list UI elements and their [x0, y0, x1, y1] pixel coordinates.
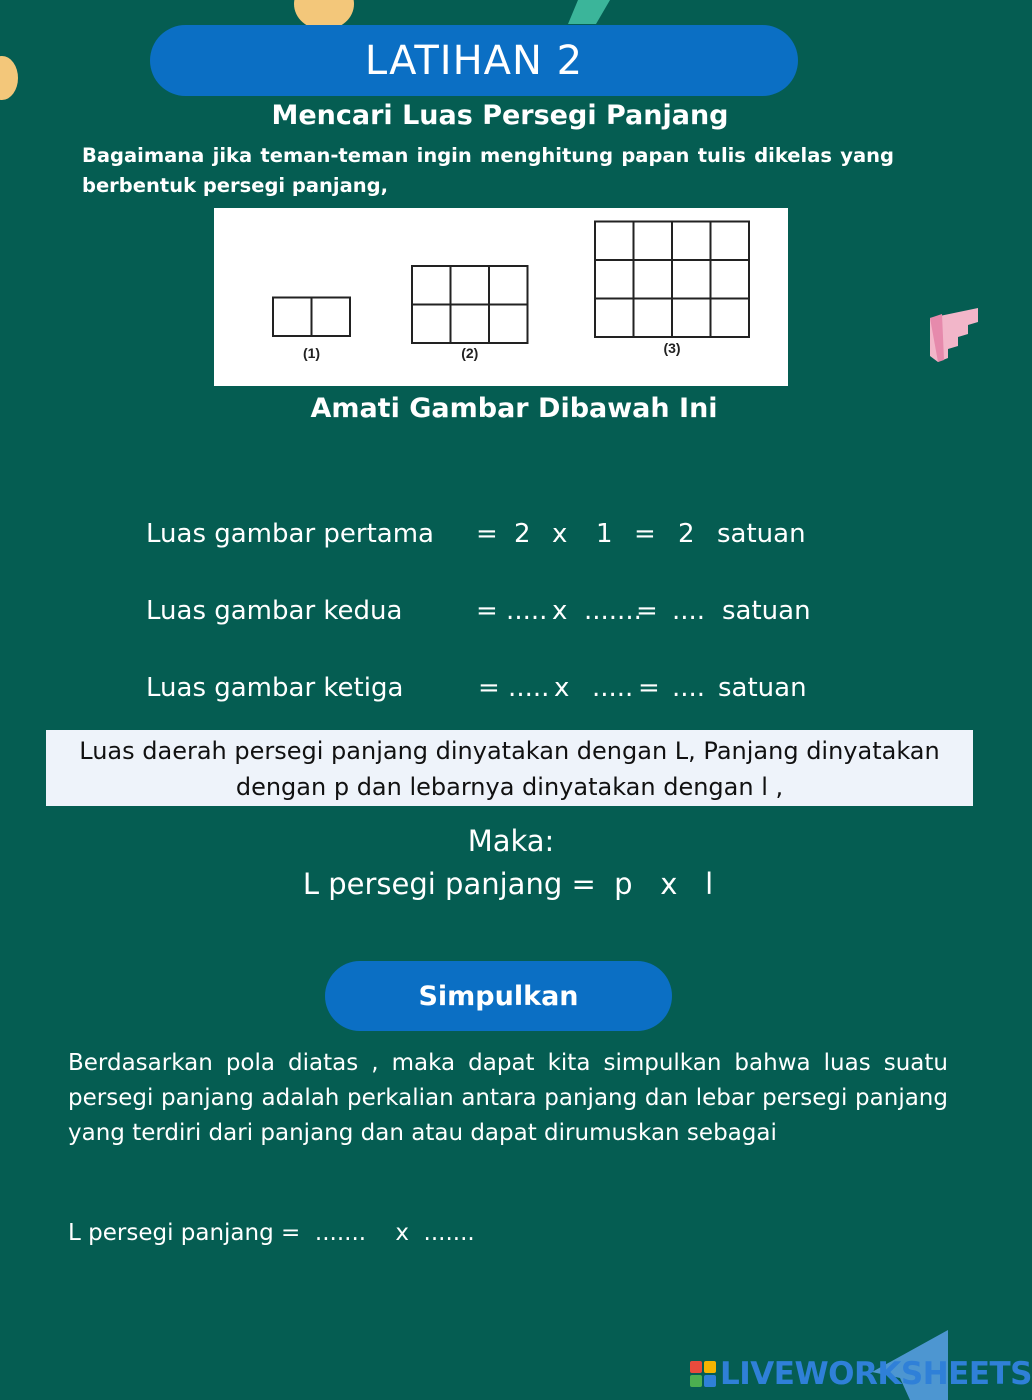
figure-label: (2): [461, 345, 479, 361]
row-times: x: [554, 673, 570, 703]
definition-line-2: dengan p dan lebarnya dinyatakan dengan l ,: [235, 773, 784, 801]
page-subtitle: Mencari Luas Persegi Panjang: [271, 100, 729, 131]
grid-cell: [273, 298, 312, 337]
row-equals-blank[interactable]: = .....: [476, 596, 548, 626]
row-width-blank[interactable]: .......: [584, 596, 642, 626]
grid-cell: [451, 305, 490, 344]
intro-text: Bagaimana jika teman-teman ingin menghitung papan tulis dikelas yang berbentuk persegi panjang,: [82, 144, 894, 197]
row-label: Luas gambar pertama: [146, 519, 434, 549]
row-label: Luas gambar ketiga: [146, 673, 404, 703]
conclude-heading: Simpulkan: [325, 961, 672, 1031]
grid-cell: [489, 266, 528, 305]
grid-cell: [672, 222, 711, 261]
row-times: x: [552, 519, 568, 549]
figure-label: (3): [663, 340, 681, 356]
row-equals-2: =: [636, 596, 658, 626]
grid-cell: [312, 298, 351, 337]
grid-cell: [711, 299, 750, 338]
grid-cell: [412, 305, 451, 344]
maka-label: Maka:: [467, 824, 555, 858]
grid-cell: [711, 222, 750, 261]
conclusion-text: Berdasarkan pola diatas , maka dapat kita simpulkan bahwa luas suatu persegi panjang adalah perkalian antara panjang dan lebar persegi panjang yang terdiri dari panjang dan atau dapat dirumuskan sebagai: [68, 1050, 948, 1146]
observe-heading: Amati Gambar Dibawah Ini: [310, 393, 718, 424]
row-result: 2: [678, 519, 695, 549]
grid-figure-2: [412, 266, 528, 361]
row-width-blank[interactable]: .....: [592, 673, 634, 703]
definition-line-1: Luas daerah persegi panjang dinyatakan dengan L, Panjang dinyatakan: [79, 737, 940, 765]
rectangle-grids: [214, 208, 788, 386]
grid-cell: [672, 260, 711, 299]
grid-figure-1: [273, 298, 350, 362]
row-result-blank[interactable]: ....: [672, 673, 706, 703]
grid-cell: [595, 260, 634, 299]
liveworksheets-logo: [690, 1356, 1032, 1392]
area-formula: L persegi panjang = p x l: [302, 867, 714, 901]
row-length: 2: [514, 519, 531, 549]
grid-cell: [489, 305, 528, 344]
grid-cell: [672, 299, 711, 338]
row-equals-2: =: [634, 519, 656, 549]
figure-label: (1): [302, 345, 321, 361]
row-width: 1: [596, 519, 613, 549]
exercise-title: LATIHAN 2: [150, 25, 798, 96]
grid-cell: [595, 299, 634, 338]
row-equals-2: =: [638, 673, 660, 703]
coin-decoration-left: [0, 56, 18, 100]
stairs-decoration: [930, 308, 978, 362]
pencil-decoration: [568, 0, 610, 24]
row-unit: satuan: [722, 596, 811, 626]
row-times: x: [552, 596, 568, 626]
logo-icon: [690, 1361, 716, 1387]
row-equals-blank[interactable]: = .....: [478, 673, 550, 703]
grid-cell: [634, 260, 673, 299]
row-result-blank[interactable]: ....: [672, 596, 706, 626]
logo-text: LIVEWORKSHEETS: [720, 1356, 1032, 1392]
grid-cell: [634, 299, 673, 338]
row-unit: satuan: [717, 519, 806, 549]
row-equals: =: [476, 519, 498, 549]
grid-cell: [412, 266, 451, 305]
grid-figure-3: [595, 222, 749, 357]
answer-formula-blank[interactable]: L persegi panjang = ....... x .......: [68, 1220, 475, 1246]
grid-cell: [634, 222, 673, 261]
row-label: Luas gambar kedua: [146, 596, 403, 626]
rectangle-grid-figure: [214, 208, 788, 386]
grid-cell: [451, 266, 490, 305]
definition-box: [46, 730, 973, 806]
grid-cell: [595, 222, 634, 261]
row-unit: satuan: [718, 673, 807, 703]
grid-cell: [711, 260, 750, 299]
